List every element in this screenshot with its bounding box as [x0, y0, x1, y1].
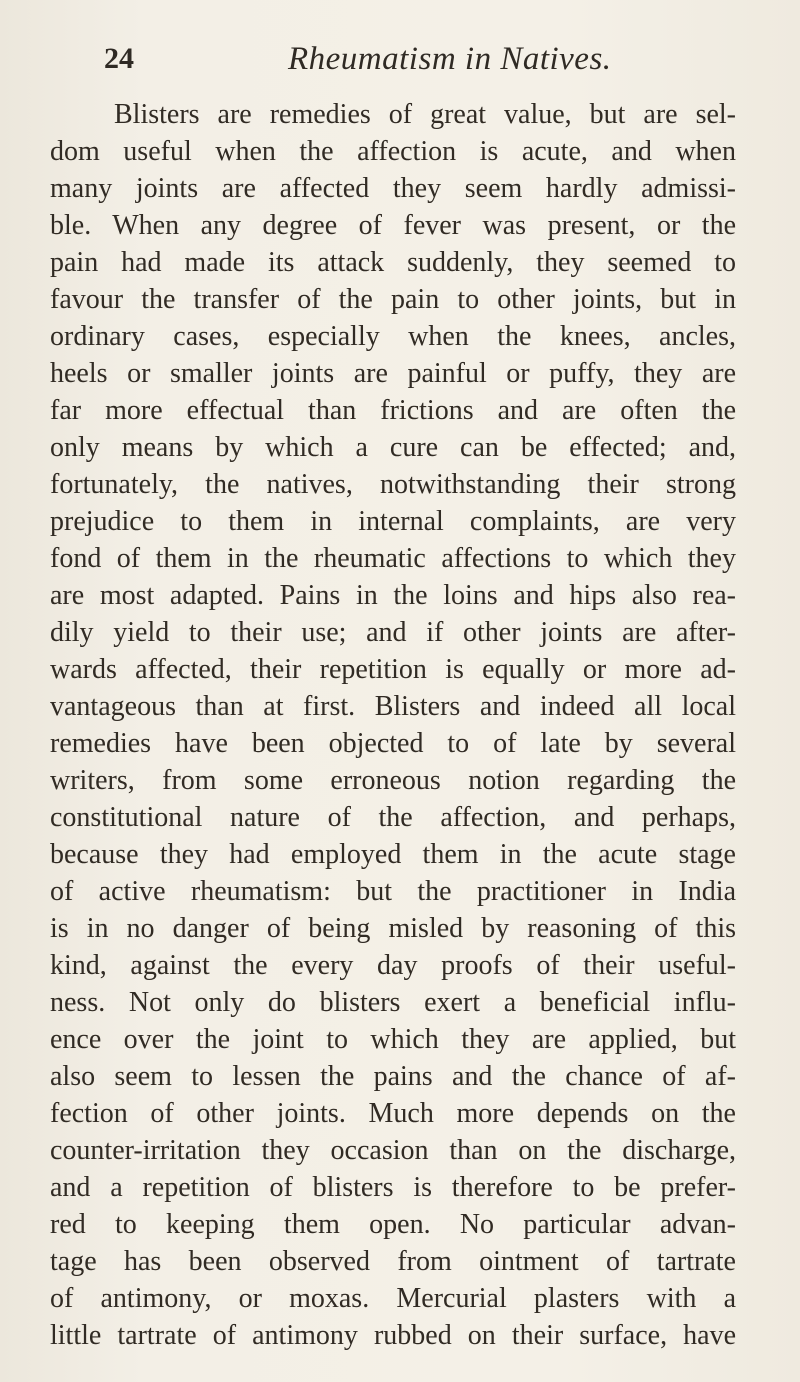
text-line: wards affected, their repetition is equally or more ad- — [50, 654, 736, 685]
text-line: fond of them in the rheumatic affections to which they — [50, 543, 736, 574]
text-line: remedies have been objected to of late by several — [50, 728, 736, 759]
text-line: prejudice to them in internal complaints, are very — [50, 506, 736, 537]
text-line: fection of other joints. Much more depends on the — [50, 1098, 736, 1129]
text-line: little tartrate of antimony rubbed on their surface, have — [50, 1320, 736, 1351]
text-line: kind, against the every day proofs of their useful- — [50, 950, 736, 981]
text-line: is in no danger of being misled by reasoning of this — [50, 913, 736, 944]
running-title: Rheumatism in Natives. — [288, 41, 612, 77]
text-line: fortunately, the natives, notwithstanding their strong — [50, 469, 736, 500]
text-line: writers, from some erroneous notion regarding the — [50, 765, 736, 796]
text-line: of active rheumatism: but the practitioner in India — [50, 876, 736, 907]
text-line: pain had made its attack suddenly, they seemed to — [50, 247, 736, 278]
text-line: heels or smaller joints are painful or puffy, they are — [50, 358, 736, 389]
text-line: Blisters are remedies of great value, but are sel- — [114, 99, 736, 130]
text-line: ble. When any degree of fever was present, or the — [50, 210, 736, 241]
text-line: dom useful when the affection is acute, and when — [50, 136, 736, 167]
text-line: dily yield to their use; and if other joints are after- — [50, 617, 736, 648]
text-line: and a repetition of blisters is therefore to be prefer- — [50, 1172, 736, 1203]
text-line: are most adapted. Pains in the loins and hips also rea- — [50, 580, 736, 611]
text-line: ordinary cases, especially when the knees, ancles, — [50, 321, 736, 352]
page-header — [96, 40, 736, 80]
text-line: ence over the joint to which they are applied, but — [50, 1024, 736, 1055]
text-line: vantageous than at first. Blisters and indeed all local — [50, 691, 736, 722]
text-line: because they had employed them in the acute stage — [50, 839, 736, 870]
text-line: constitutional nature of the affection, and perhaps, — [50, 802, 736, 833]
text-line: tage has been observed from ointment of tartrate — [50, 1246, 736, 1277]
text-line: far more effectual than frictions and are often the — [50, 395, 736, 426]
text-line: only means by which a cure can be effected; and, — [50, 432, 736, 463]
text-line: many joints are affected they seem hardly admissi- — [50, 173, 736, 204]
text-line: of antimony, or moxas. Mercurial plasters with a — [50, 1283, 736, 1314]
page-number: 24 — [104, 42, 134, 75]
text-line: ness. Not only do blisters exert a beneficial influ- — [50, 987, 736, 1018]
text-line: counter-irritation they occasion than on the discharge, — [50, 1135, 736, 1166]
text-line: red to keeping them open. No particular advan- — [50, 1209, 736, 1240]
text-line: favour the transfer of the pain to other joints, but in — [50, 284, 736, 315]
text-line: also seem to lessen the pains and the chance of af- — [50, 1061, 736, 1092]
